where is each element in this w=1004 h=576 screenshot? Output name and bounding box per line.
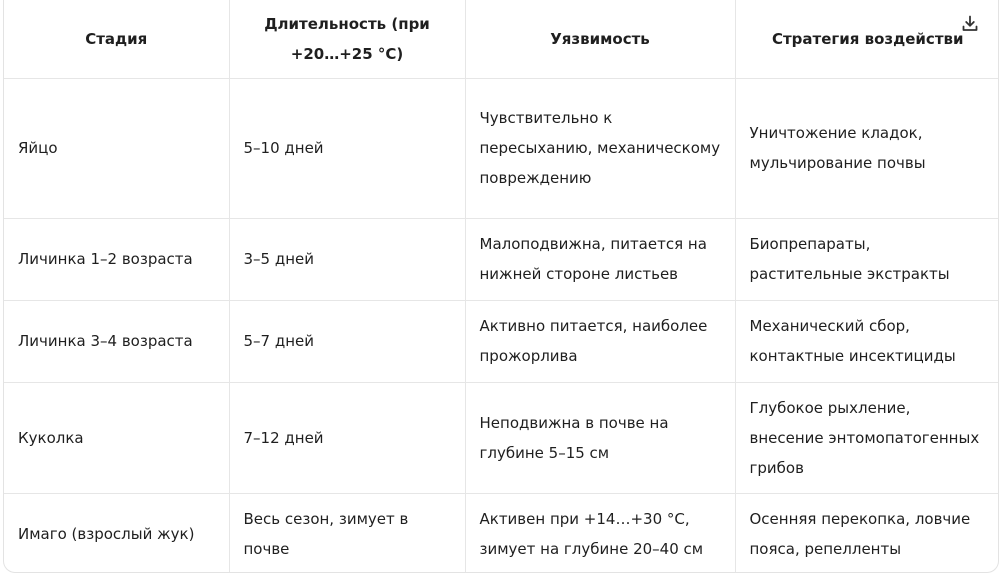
cell-strategy: Глубокое рыхление, внесение энтомопатогенных грибов: [735, 382, 999, 493]
header-vulnerability: Уязвимость: [465, 0, 735, 78]
cell-vulnerability: Активен при +14…+30 °C, зимует на глубине 20–40 см: [465, 493, 735, 573]
header-duration: Длительность (при +20…+25 °C): [229, 0, 465, 78]
cell-stage: Личинка 1–2 возраста: [4, 218, 229, 300]
cell-stage: Куколка: [4, 382, 229, 493]
table-header-row: [4, 0, 999, 78]
cell-stage: Яйцо: [4, 78, 229, 218]
lifecycle-table: [4, 0, 999, 573]
cell-duration: Весь сезон, зимует в почве: [229, 493, 465, 573]
cell-duration: 5–7 дней: [229, 300, 465, 382]
cell-duration: 3–5 дней: [229, 218, 465, 300]
cell-strategy: Биопрепараты, растительные экстракты: [735, 218, 999, 300]
table-row: [4, 78, 999, 218]
download-icon: [960, 14, 980, 34]
table-row: [4, 493, 999, 573]
header-strategy: [735, 0, 999, 78]
cell-duration: 5–10 дней: [229, 78, 465, 218]
cell-vulnerability: Неподвижна в почве на глубине 5–15 см: [465, 382, 735, 493]
cell-strategy: Механический сбор, контактные инсектициды: [735, 300, 999, 382]
cell-stage: Имаго (взрослый жук): [18, 525, 195, 544]
cell-vulnerability: Активно питается, наиболее прожорлива: [465, 300, 735, 382]
cell-vulnerability: Чувствительно к пересыханию, механическому повреждению: [465, 78, 735, 218]
cell-stage: Личинка 3–4 возраста: [4, 300, 229, 382]
table-container: [3, 0, 999, 573]
table-row: [4, 218, 999, 300]
header-stage: Стадия: [4, 0, 229, 78]
table-row: [4, 382, 999, 493]
cell-strategy: Уничтожение кладок, мульчирование почвы: [735, 78, 999, 218]
cell-vulnerability: Малоподвижна, питается на нижней стороне листьев: [465, 218, 735, 300]
header-strategy-label: Стратегия воздействи: [771, 29, 964, 48]
cell-duration: 7–12 дней: [229, 382, 465, 493]
cell-strategy: Осенняя перекопка, ловчие пояса, репелленты: [735, 493, 999, 573]
download-button[interactable]: [960, 14, 982, 36]
table-row: [4, 300, 999, 382]
